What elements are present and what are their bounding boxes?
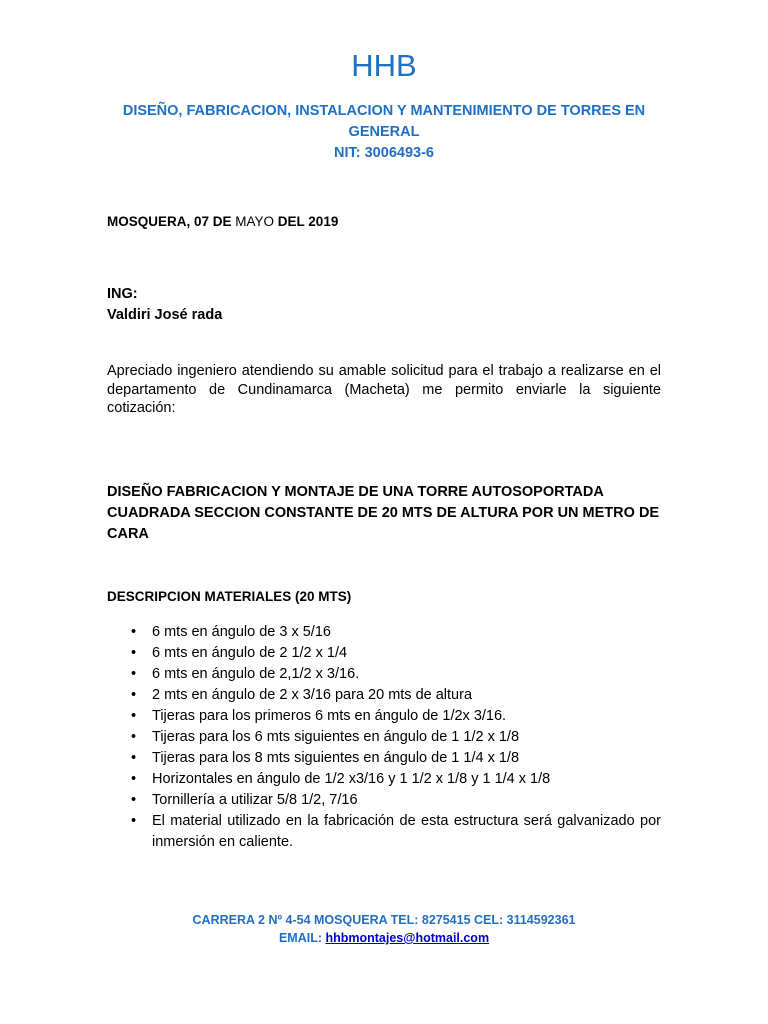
recipient-block <box>107 284 222 326</box>
list-item-text: El material utilizado en la fabricación de esta estructura será galvanizado por inmersión en caliente. <box>152 813 661 850</box>
list-item <box>125 790 661 811</box>
bullet-icon: • <box>131 666 137 682</box>
bullet-icon: • <box>131 624 137 640</box>
bullet-icon: • <box>131 792 137 808</box>
list-item <box>125 685 661 706</box>
footer-address: CARRERA 2 Nº 4-54 MOSQUERA TEL: 8275415 CEL: 3114592361 <box>192 913 576 927</box>
date-part-1: MOSQUERA, 07 DE <box>107 214 232 229</box>
bullet-icon: • <box>131 708 137 724</box>
email-link[interactable]: hhbmontajes@hotmail.com <box>325 931 490 945</box>
footer-email-line <box>0 930 768 947</box>
quote-heading: DISEÑO FABRICACION Y MONTAJE DE UNA TORRE AUTOSOPORTADA CUADRADA SECCION CONSTANTE DE 20 MTS DE ALTURA POR UN METRO DE CARA <box>107 484 660 542</box>
bullet-icon: • <box>131 729 137 745</box>
company-brand: HHB <box>351 48 417 83</box>
list-item <box>125 811 661 853</box>
list-item <box>125 769 661 790</box>
bullet-icon: • <box>131 645 137 661</box>
list-item <box>125 622 661 643</box>
list-item-text: Horizontales en ángulo de 1/2 x3/16 y 1 1/2 x 1/8 y 1 1/4 x 1/8 <box>152 771 551 787</box>
list-item-text: 6 mts en ángulo de 2,1/2 x 3/16. <box>152 666 360 682</box>
list-item <box>125 748 661 769</box>
subtitle-line-1: DISEÑO, FABRICACION, INSTALACION Y MANTENIMIENTO DE TORRES EN <box>122 103 646 119</box>
bullet-icon: • <box>131 771 137 787</box>
list-item-text: 6 mts en ángulo de 2 1/2 x 1/4 <box>152 645 348 661</box>
company-subtitle <box>100 101 668 164</box>
list-item-text: Tijeras para los primeros 6 mts en ángulo de 1/2x 3/16. <box>152 708 507 724</box>
list-item-text: Tijeras para los 8 mts siguientes en ángulo de 1 1/4 x 1/8 <box>152 750 520 766</box>
recipient-title: ING: <box>107 286 138 302</box>
list-item-text: Tijeras para los 6 mts siguientes en ángulo de 1 1/2 x 1/8 <box>152 729 520 745</box>
bullet-icon: • <box>131 813 137 829</box>
date-month: MAYO <box>231 214 278 229</box>
list-item-text: Tornillería a utilizar 5/8 1/2, 7/16 <box>152 792 358 808</box>
bullet-icon: • <box>131 687 137 703</box>
company-nit: NIT: 3006493-6 <box>334 145 434 161</box>
list-item <box>125 643 661 664</box>
list-item-text: 6 mts en ángulo de 3 x 5/16 <box>152 624 331 640</box>
footer-email-label: EMAIL: <box>278 931 326 945</box>
recipient-name: Valdiri José rada <box>107 307 223 323</box>
date-line <box>107 213 338 231</box>
materials-list <box>125 622 661 853</box>
list-item-text: 2 mts en ángulo de 2 x 3/16 para 20 mts de altura <box>152 687 473 703</box>
materials-title: DESCRIPCION MATERIALES (20 MTS) <box>107 589 352 604</box>
list-item <box>125 727 661 748</box>
list-item <box>125 706 661 727</box>
list-item <box>125 664 661 685</box>
subtitle-line-2: GENERAL <box>348 124 420 140</box>
date-part-2: DEL 2019 <box>277 214 339 229</box>
intro-paragraph: Apreciado ingeniero atendiendo su amable solicitud para el trabajo a realizarse en el departamento de Cundinamarca (Macheta) me permito enviarle la siguiente cotización: <box>107 363 661 416</box>
bullet-icon: • <box>131 750 137 766</box>
